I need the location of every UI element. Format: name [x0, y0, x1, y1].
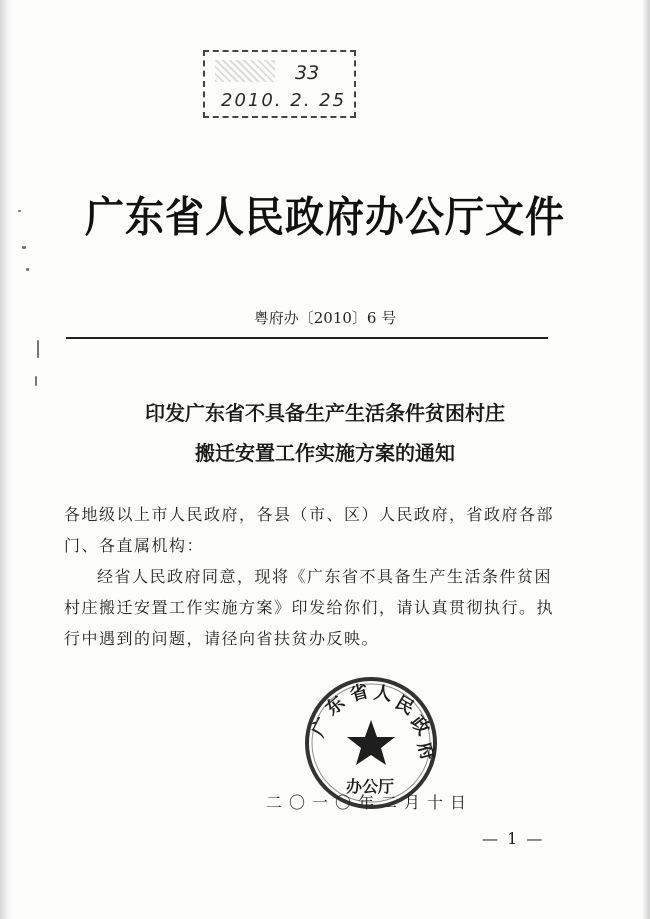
- body-text: [64, 499, 564, 654]
- svg-text:东: 东: [321, 692, 350, 720]
- receipt-date: 2010. 2. 25: [221, 90, 347, 111]
- star-icon: [347, 720, 395, 765]
- scan-speck: [22, 246, 26, 249]
- subject-line-1: 印发广东省不具备生产生活条件贫困村庄: [145, 401, 505, 425]
- svg-text:人: 人: [372, 682, 394, 706]
- svg-text:广: 广: [307, 714, 335, 741]
- svg-text:办公厅: 办公厅: [346, 777, 395, 796]
- stamp-smudge: [215, 60, 275, 82]
- document-number: 粤府办〔2010〕6 号: [253, 309, 397, 327]
- svg-text:民: 民: [391, 692, 418, 720]
- scan-speck: [35, 376, 37, 386]
- document-title: 广东省人民政府办公厅文件: [84, 193, 565, 243]
- scan-speck: [37, 340, 39, 358]
- svg-text:政: 政: [406, 712, 434, 740]
- issue-date: 二〇一〇年二月十日: [266, 793, 474, 812]
- receipt-number: 33: [295, 62, 320, 84]
- body-paragraph: 经省人民政府同意，现将《广东省不具备生产生活条件贫困村庄搬迁安置工作实施方案》印发给你们，请认真贯彻执行。执行中遇到的问题，请径向省扶贫办反映。: [64, 567, 555, 648]
- header-divider: [66, 337, 548, 339]
- subject-line-2: 搬迁安置工作实施方案的通知: [195, 441, 455, 465]
- svg-text:府: 府: [413, 739, 439, 763]
- subject-heading: [0, 393, 650, 473]
- svg-text:省: 省: [347, 680, 371, 706]
- addressee: 各地级以上市人民政府，各县（市、区）人民政府，省政府各部门、各直属机构：: [64, 505, 555, 555]
- receipt-stamp: [203, 50, 356, 118]
- scan-speck: [26, 268, 29, 271]
- page-number: — 1 —: [482, 829, 545, 848]
